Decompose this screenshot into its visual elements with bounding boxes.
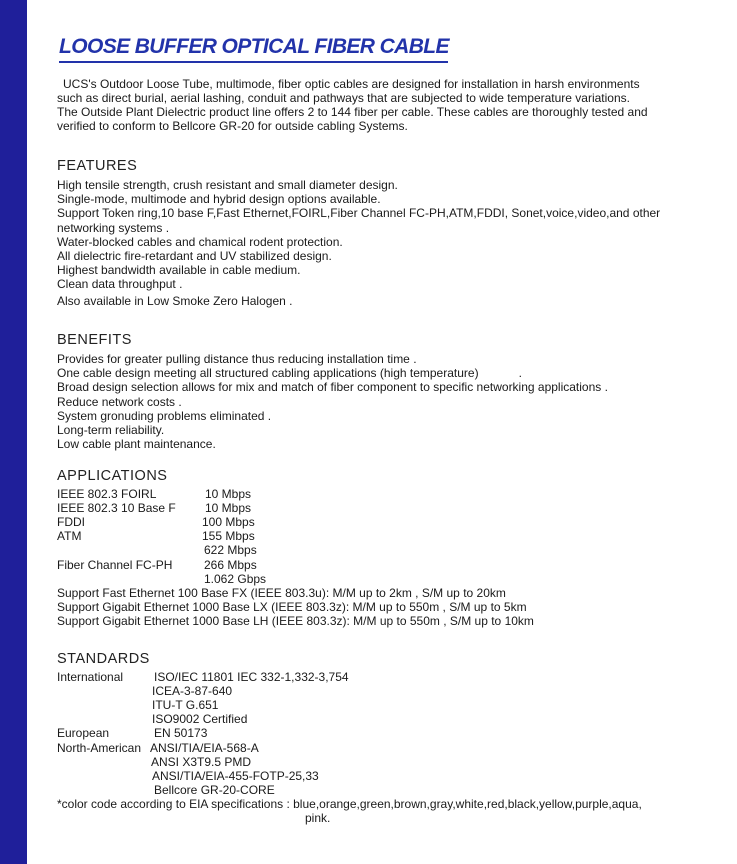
applications-heading: APPLICATIONS xyxy=(57,468,168,484)
application-name: FDDI xyxy=(57,515,85,529)
features-list xyxy=(57,178,707,308)
standard-name: ITU-T G.651 xyxy=(152,698,219,712)
feature-item: High tensile strength, crush resistant and small diameter design. xyxy=(57,178,398,192)
features-heading: FEATURES xyxy=(57,158,138,174)
intro-line: such as direct burial, aerial lashing, conduit and pathways that are subjected to wide temperature variations. xyxy=(57,91,630,105)
application-rate: 1.062 Gbps xyxy=(204,572,267,586)
page-title: LOOSE BUFFER OPTICAL FIBER CABLE xyxy=(59,35,449,58)
title-underline xyxy=(59,61,448,63)
support-line: Support Gigabit Ethernet 1000 Base LX (IEEE 803.3z): M/M up to 550m , S/M up to 5km xyxy=(57,600,527,615)
application-name: ATM xyxy=(57,529,82,543)
benefit-text: One cable design meeting all structured cabling applications (high temperature) xyxy=(57,366,479,381)
benefit-item: Long-term reliability. xyxy=(57,423,165,438)
benefit-item: Low cable plant maintenance. xyxy=(57,437,216,452)
application-name: Fiber Channel FC-PH xyxy=(57,558,173,572)
color-code-note: *color code according to EIA specifications : blue,orange,green,brown,gray,white,red,black,yellow,purple,aqua, xyxy=(57,797,642,811)
benefits-list xyxy=(57,352,707,451)
application-rate: 10 Mbps xyxy=(205,487,252,501)
intro-line: The Outside Plant Dielectric product line offers 2 to 144 fiber per cable. These cables are thoroughly tested and xyxy=(57,105,648,119)
standard-name: ANSI/TIA/EIA-455-FOTP-25,33 xyxy=(152,769,319,783)
feature-item: All dielectric fire-retardant and UV stabilized design. xyxy=(57,249,332,264)
support-line: Support Fast Ethernet 100 Base FX (IEEE 803.3u): M/M up to 2km , S/M up to 20km xyxy=(57,586,506,600)
application-name: IEEE 802.3 10 Base F xyxy=(57,501,176,515)
standard-name: ISO9002 Certified xyxy=(152,712,248,726)
standard-name: Bellcore GR-20-CORE xyxy=(154,783,275,797)
standard-region: North-American xyxy=(57,741,142,755)
benefits-heading: BENEFITS xyxy=(57,332,132,348)
standard-name: ISO/IEC 11801 IEC 332-1,332-3,754 xyxy=(154,670,349,684)
feature-item: Water-blocked cables and chamical rodent protection. xyxy=(57,234,343,249)
feature-item: Support Token ring,10 base F,Fast Ethernet,FOIRL,Fiber Channel FC-PH,ATM,FDDI, Sonet,voice,video,and other xyxy=(57,206,661,221)
support-line: Support Gigabit Ethernet 1000 Base LH (IEEE 803.3z): M/M up to 550m , S/M up to 10km xyxy=(57,614,534,629)
benefit-item xyxy=(57,366,707,380)
application-rate: 622 Mbps xyxy=(204,543,257,557)
benefit-item: System gronuding problems eliminated . xyxy=(57,408,272,423)
intro-line: UCS's Outdoor Loose Tube, multimode, fiber optic cables are designed for installation in harsh environments xyxy=(63,77,640,91)
feature-item: Also available in Low Smoke Zero Halogen . xyxy=(57,293,293,308)
feature-item: Clean data throughput . xyxy=(57,277,183,292)
feature-item: Highest bandwidth available in cable medium. xyxy=(57,263,301,278)
stray-dot: . xyxy=(518,366,522,381)
intro-paragraph xyxy=(57,77,707,133)
application-rate: 10 Mbps xyxy=(205,501,252,515)
color-code-note-continued: pink. xyxy=(305,811,331,825)
feature-item: networking systems . xyxy=(57,220,170,235)
standard-name: EN 50173 xyxy=(154,726,208,740)
application-rate: 100 Mbps xyxy=(202,515,255,529)
applications-support-list xyxy=(57,586,707,629)
intro-line: verified to conform to Bellcore GR-20 for outside cabling Systems. xyxy=(57,119,408,133)
application-rate: 266 Mbps xyxy=(204,558,257,572)
benefit-item: Broad design selection allows for mix and match of fiber component to specific networking applications . xyxy=(57,380,608,395)
standard-name: ANSI/TIA/EIA-568-A xyxy=(150,741,259,755)
benefit-item: Provides for greater pulling distance thus reducing installation time . xyxy=(57,352,417,366)
benefit-item: Reduce network costs . xyxy=(57,394,182,409)
application-name: IEEE 802.3 FOIRL xyxy=(57,487,157,501)
application-rate: 155 Mbps xyxy=(202,529,255,543)
standard-name: ICEA-3-87-640 xyxy=(152,684,233,698)
standard-name: ANSI X3T9.5 PMD xyxy=(151,755,252,769)
standard-region: International xyxy=(57,670,124,684)
feature-item: Single-mode, multimode and hybrid design options available. xyxy=(57,192,381,207)
standard-region: European xyxy=(57,726,110,740)
standards-heading: STANDARDS xyxy=(57,651,150,667)
